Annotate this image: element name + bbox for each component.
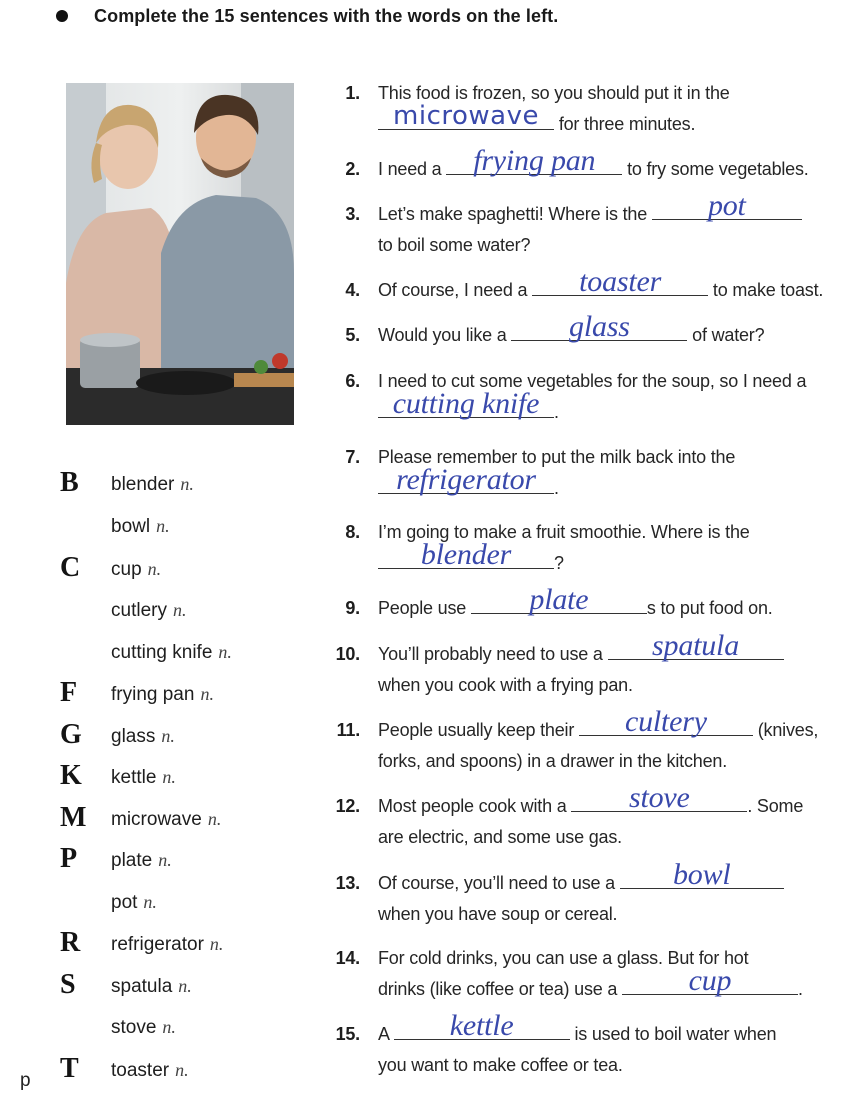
question-number: 3. <box>345 204 360 224</box>
vocab-item <box>0 553 300 593</box>
answer-text: plate <box>529 583 589 616</box>
vocab-pos: n. <box>162 1017 176 1037</box>
vocab-item <box>0 886 300 926</box>
question-number: 15. <box>335 1024 360 1044</box>
answer-text: refrigerator <box>396 463 536 496</box>
question-number: 12. <box>335 796 360 816</box>
vocab-letter: B <box>60 467 79 498</box>
question-text: . <box>554 402 559 422</box>
question-text: Most people cook with a <box>378 796 567 816</box>
vocab-pos: n. <box>147 559 162 579</box>
answer-blank[interactable] <box>579 705 753 738</box>
vocab-letter: C <box>60 552 81 583</box>
question-number: 5. <box>345 325 360 345</box>
answer-text: blender <box>420 538 512 571</box>
vocab-item <box>0 761 300 801</box>
answer-blank[interactable] <box>571 781 747 814</box>
question-text: to fry some vegetables. <box>627 159 809 179</box>
vocab-item <box>0 720 300 760</box>
vocab-letter: F <box>60 677 78 708</box>
question-text: (knives, <box>757 720 819 740</box>
vocab-word: cutting knife <box>111 642 213 663</box>
vocab-item <box>0 928 300 968</box>
vocab-word: glass <box>111 726 156 747</box>
question-text: when you cook with a frying pan. <box>378 675 633 695</box>
question-number: 11. <box>336 720 360 740</box>
question-text: s to put food on. <box>646 598 773 618</box>
answer-text: frying pan <box>473 144 596 177</box>
question-text: when you have soup or cereal. <box>378 904 618 924</box>
question-number: 6. <box>345 371 360 391</box>
question-number: 9. <box>345 598 360 618</box>
question-number: 14. <box>335 948 360 968</box>
vocab-item <box>0 636 300 676</box>
answer-text: glass <box>569 310 630 343</box>
vocab-letter: T <box>60 1053 79 1084</box>
vocab-letter: R <box>60 927 81 958</box>
vocab-word: pot <box>111 892 138 913</box>
vocab-word: toaster <box>111 1060 170 1081</box>
question-text: Of course, I need a <box>378 280 528 300</box>
question-text: to boil some water? <box>378 235 531 255</box>
question-text: This food is frozen, so you should put it in the <box>378 83 730 103</box>
vocab-pos: n. <box>158 850 172 870</box>
answer-blank[interactable] <box>378 463 554 496</box>
vocab-pos: n. <box>172 600 187 620</box>
vocab-letter: M <box>60 802 87 833</box>
answer-blank[interactable] <box>378 538 554 571</box>
stray-mark: p <box>20 1070 31 1091</box>
question-text: . <box>554 478 559 498</box>
vocab-item <box>0 468 300 508</box>
vocab-pos: n. <box>156 516 170 536</box>
vocab-item <box>0 803 300 843</box>
answer-blank[interactable] <box>471 583 647 616</box>
vocab-pos: n. <box>218 642 232 662</box>
vocab-word: microwave <box>111 809 202 830</box>
vocab-pos: n. <box>175 1060 189 1080</box>
vocab-pos: n. <box>143 892 157 912</box>
bullet-icon <box>56 10 68 22</box>
vocab-pos: n. <box>162 767 176 787</box>
question-number: 13. <box>335 873 360 893</box>
kitchen-couple-photo <box>66 83 294 425</box>
vocab-word: cup <box>111 559 142 580</box>
vocab-item <box>0 594 300 634</box>
vocab-pos: n. <box>200 684 214 704</box>
answer-blank[interactable] <box>378 387 554 420</box>
vocab-pos: n. <box>178 976 192 996</box>
question-text: to make toast. <box>712 280 824 300</box>
question-text: People usually keep their <box>378 720 575 740</box>
answer-text: cutting knife <box>392 387 540 420</box>
question-text: . Some <box>747 796 804 816</box>
answer-blank[interactable] <box>652 189 802 222</box>
vocab-letter: K <box>60 760 82 791</box>
vocab-word: frying pan <box>111 684 195 705</box>
vocab-word: plate <box>111 850 153 871</box>
answer-text: microwave <box>393 101 539 131</box>
question-text: Please remember to put the milk back into the <box>378 447 736 467</box>
question-text: I’m going to make a fruit smoothie. Where is the <box>378 522 750 542</box>
vocab-word: stove <box>111 1017 157 1038</box>
answer-blank[interactable] <box>446 144 622 177</box>
question-text: . <box>798 979 803 999</box>
vocab-item <box>0 678 300 718</box>
vocab-pos: n. <box>207 809 222 829</box>
question-text: are electric, and some use gas. <box>378 827 622 847</box>
question-text: Would you like a <box>378 325 507 345</box>
question-text: People use <box>378 598 467 618</box>
answer-blank[interactable] <box>378 101 554 131</box>
vocab-word: spatula <box>111 976 173 997</box>
question-text: you want to make coffee or tea. <box>378 1055 623 1075</box>
question-number: 8. <box>345 522 360 542</box>
answer-blank[interactable] <box>394 1009 570 1042</box>
vocab-pos: n. <box>180 474 194 494</box>
answer-text: cultery <box>625 705 707 738</box>
question-text: is used to boil water when <box>574 1024 777 1044</box>
question-text: For cold drinks, you can use a glass. But for hot <box>378 948 749 968</box>
vocab-word: refrigerator <box>111 934 204 955</box>
question-number: 4. <box>345 280 360 300</box>
vocab-item <box>0 970 300 1010</box>
question-text: drinks (like coffee or tea) use a <box>378 979 618 999</box>
vocab-item <box>0 1011 300 1051</box>
question-text: I need a <box>378 159 442 179</box>
vocab-pos: n. <box>209 934 224 954</box>
question-text: forks, and spoons) in a drawer in the kitchen. <box>378 751 727 771</box>
answer-blank[interactable] <box>511 310 687 343</box>
vocab-word: blender <box>111 474 175 495</box>
vocab-word: bowl <box>111 516 151 537</box>
vocab-word: kettle <box>111 767 157 788</box>
instruction-text: Complete the 15 sentences with the words on the left. <box>94 6 559 26</box>
question-number: 1. <box>345 83 360 103</box>
answer-text: stove <box>629 781 690 814</box>
vocab-letter: S <box>60 969 76 1000</box>
answer-blank[interactable] <box>532 265 708 298</box>
question-text: of water? <box>692 325 765 345</box>
answer-text: spatula <box>652 629 739 662</box>
answer-text: kettle <box>449 1009 514 1042</box>
answer-text: cup <box>688 964 732 997</box>
question-text: Of course, you’ll need to use a <box>378 873 615 893</box>
question-text: for three minutes. <box>558 114 696 134</box>
vocab-letter: P <box>60 843 78 874</box>
vocab-word: cutlery <box>111 600 167 621</box>
answer-blank[interactable] <box>608 629 784 662</box>
question-text: I need to cut some vegetables for the soup, so I need a <box>378 371 807 391</box>
answer-blank[interactable] <box>620 858 784 891</box>
question-text: ? <box>554 553 564 573</box>
vocab-item <box>0 844 300 884</box>
question-number: 2. <box>345 159 360 179</box>
answer-text: bowl <box>672 858 731 891</box>
vocab-item <box>0 510 300 550</box>
vocab-letter: G <box>60 719 82 750</box>
question-number: 7. <box>345 447 360 467</box>
answer-text: pot <box>707 189 746 222</box>
question-number: 10. <box>335 644 360 664</box>
answer-text: toaster <box>579 265 662 298</box>
vocab-pos: n. <box>161 726 175 746</box>
question-text: A <box>378 1024 389 1044</box>
question-text: Let’s make spaghetti! Where is the <box>378 204 648 224</box>
answer-blank[interactable] <box>622 964 798 997</box>
question-text: You’ll probably need to use a <box>378 644 603 664</box>
vocab-item <box>0 1054 300 1094</box>
